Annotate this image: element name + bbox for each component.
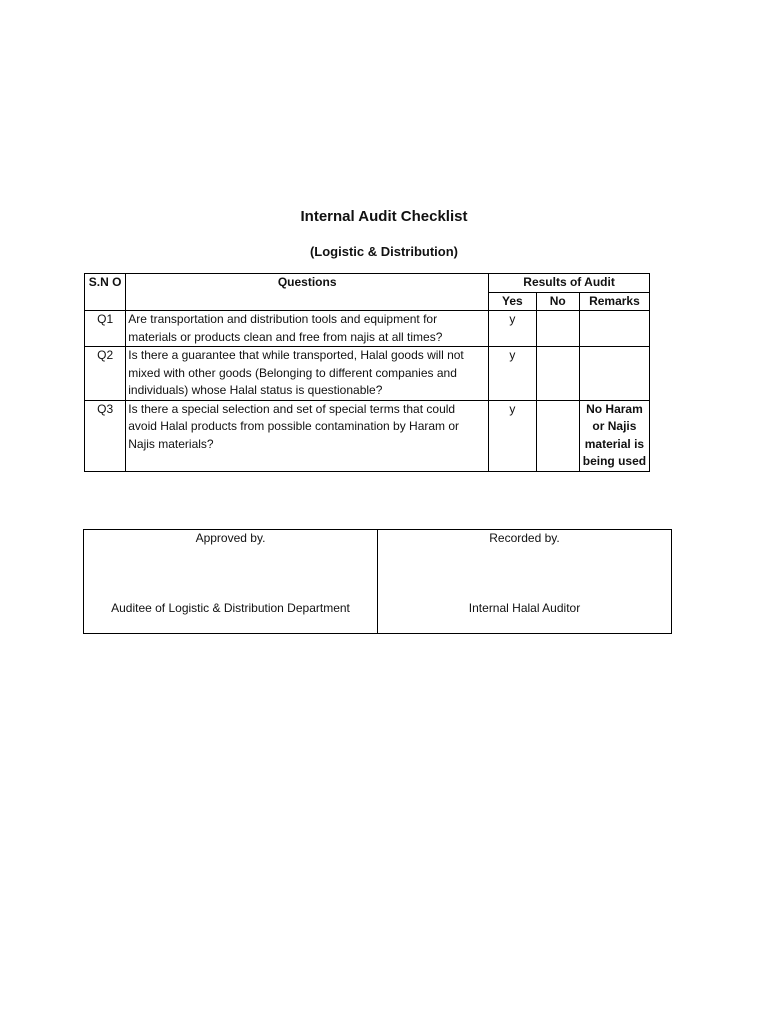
row-yes: y xyxy=(489,400,536,471)
row-yes: y xyxy=(489,347,536,401)
audit-checklist-table xyxy=(84,273,650,472)
table-row xyxy=(85,311,650,347)
row-yes: y xyxy=(489,311,536,347)
header-yes: Yes xyxy=(489,292,536,311)
row-no xyxy=(536,347,579,401)
row-sno: Q2 xyxy=(85,347,126,401)
recorded-label: Recorded by. xyxy=(489,531,560,545)
header-questions: Questions xyxy=(126,274,489,311)
row-question: Is there a special selection and set of special terms that could avoid Halal products from possible contamination by Haram or Najis materials? xyxy=(126,400,489,471)
row-question: Are transportation and distribution tools and equipment for materials or products clean and free from najis at all times? xyxy=(126,311,489,347)
row-question: Is there a guarantee that while transported, Halal goods will not mixed with other goods (Belonging to different companies and individuals) whose Halal status is questionable? xyxy=(126,347,489,401)
approved-role: Auditee of Logistic & Distribution Department xyxy=(111,601,350,615)
row-no xyxy=(536,400,579,471)
row-remarks xyxy=(579,347,649,401)
recorded-cell xyxy=(378,530,672,634)
recorded-role: Internal Halal Auditor xyxy=(468,601,581,615)
row-sno: Q1 xyxy=(85,311,126,347)
approved-label: Approved by. xyxy=(195,531,266,545)
document-subtitle: (Logistic & Distribution) xyxy=(309,244,459,259)
signoff-table xyxy=(83,529,672,634)
header-results: Results of Audit xyxy=(489,274,650,293)
header-no: No xyxy=(536,292,579,311)
row-remarks: No Haram or Najis material is being used xyxy=(579,400,649,471)
table-row xyxy=(85,347,650,401)
table-header-row xyxy=(85,274,650,293)
document-title: Internal Audit Checklist xyxy=(300,208,468,225)
row-no xyxy=(536,311,579,347)
row-sno: Q3 xyxy=(85,400,126,471)
table-row xyxy=(85,400,650,471)
header-remarks: Remarks xyxy=(579,292,649,311)
header-sno: S.N O xyxy=(85,274,126,311)
approved-cell xyxy=(84,530,378,634)
row-remarks xyxy=(579,311,649,347)
